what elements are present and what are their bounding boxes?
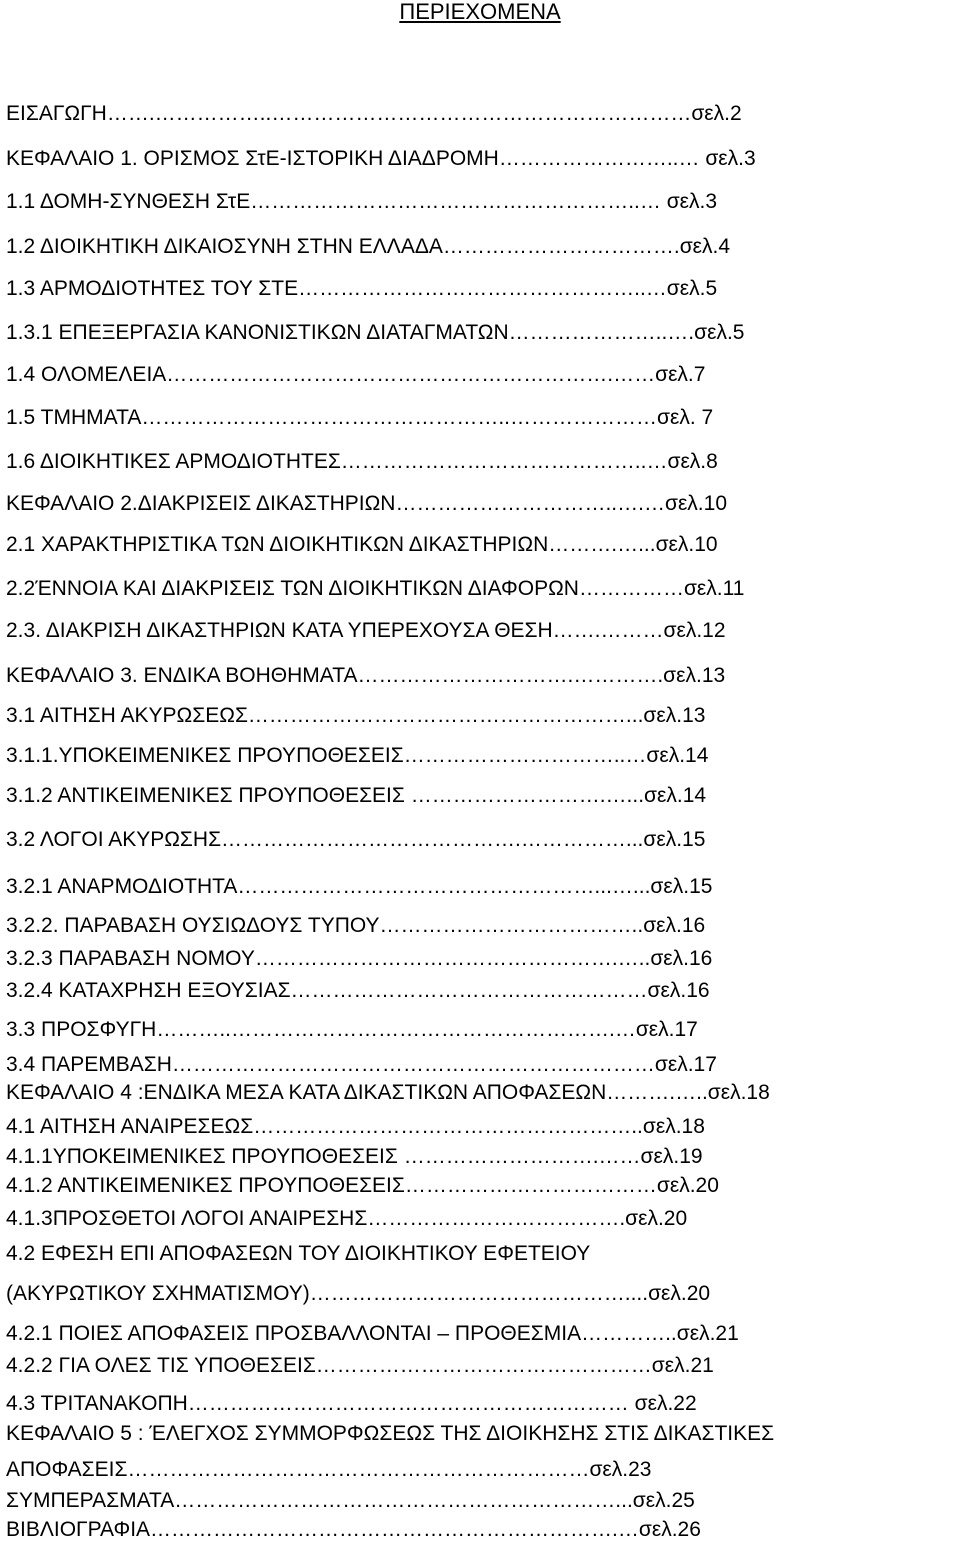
toc-entry: 1.3 ΑΡΜΟΔΙΟΤΗΤΕΣ ΤΟΥ ΣΤΕ…………………………………………..…σελ.5: [6, 277, 718, 300]
toc-entry: 1.3.1 ΕΠΕΞΕΡΓΑΣΙΑ ΚΑΝΟΝΙΣΤΙΚΩΝ ΔΙΑΤΑΓΜΑΤΩΝ…………………..….σελ.5: [6, 321, 745, 344]
toc-entry: 2.2ΈΝΝΟΙΑ ΚΑΙ ΔΙΑΚΡΙΣΕΙΣ ΤΩΝ ΔΙΟΙΚΗΤΙΚΩΝ ΔΙΑΦΟΡΩΝ……………σελ.11: [6, 577, 745, 600]
toc-entry: 2.3. ΔΙΑΚΡΙΣΗ ΔΙΚΑΣΤΗΡΙΩΝ ΚΑΤΑ ΥΠΕΡΕΧΟΥΣΑ ΘΕΣΗ…….………σελ.12: [6, 619, 726, 642]
page-title: ΠΕΡΙΕΧΟΜΕΝΑ: [399, 0, 561, 24]
toc-entry: 1.1 ΔΟΜΗ-ΣΥΝΘΕΣΗ ΣτΕ………………………………………………..… σελ.3: [6, 190, 718, 213]
toc-entry: 1.2 ΔΙΟΙΚΗΤΙΚΗ ΔΙΚΑΙΟΣΥΝΗ ΣΤΗΝ ΕΛΛΑΔΑ…………………………….σελ.4: [6, 235, 731, 258]
toc-entry: ΒΙΒΛΙΟΓΡΑΦΙΑ………………………………………………………….…σελ.26: [6, 1518, 701, 1541]
toc-entry: 3.2.2. ΠΑΡΑΒΑΣΗ ΟΥΣΙΩΔΟΥΣ ΤΥΠΟΥ………………………………..σελ.16: [6, 914, 706, 937]
toc-entry: 3.1.1.ΥΠΟΚΕΙΜΕΝΙΚΕΣ ΠΡΟΥΠΟΘΕΣΕΙΣ…………………………..…σελ.14: [6, 744, 709, 767]
toc-entry: ΚΕΦΑΛΑΙΟ 4 :ΕΝΔΙΚΑ ΜΕΣΑ ΚΑΤΑ ΔΙΚΑΣΤΙΚΩΝ ΑΠΟΦΑΣΕΩΝ……….…..σελ.18: [6, 1081, 770, 1104]
toc-entry: 2.1 ΧΑΡΑΚΤΗΡΙΣΤΙΚΑ ΤΩΝ ΔΙΟΙΚΗΤΙΚΩΝ ΔΙΚΑΣΤΗΡΙΩΝ……….…...σελ.10: [6, 533, 718, 556]
toc-entry: (ΑΚΥΡΩΤΙΚΟΥ ΣΧΗΜΑΤΙΣΜΟΥ)………………………………………....σελ.20: [6, 1282, 711, 1305]
toc-entry: 3.2 ΛΟΓΟΙ ΑΚΥΡΩΣΗΣ…………………………………….……………...σελ.15: [6, 828, 706, 851]
toc-entry: ΕΙΣΑΓΩΓΗ…….……………..……………………………………………………σελ.2: [6, 102, 742, 125]
toc-entry: 3.2.1 ΑΝΑΡΜΟΔΙΟΤΗΤΑ……………………………………………...…...σελ.15: [6, 875, 713, 898]
toc-entry: 3.4 ΠΑΡΕΜΒΑΣΗ……………………………………………………………σελ.17: [6, 1053, 717, 1076]
toc-entry: 1.4 ΟΛΟΜΕΛΕΙΑ……………………………………………………….……σελ.7: [6, 363, 706, 386]
toc-entry: 4.2.2 ΓΙΑ ΟΛΕΣ ΤΙΣ ΥΠΟΘΕΣΕΙΣ…………………………………………σελ.21: [6, 1354, 714, 1377]
toc-entry: 4.1.3ΠΡΟΣΘΕΤΟΙ ΛΟΓΟΙ ΑΝΑΙΡΕΣΗΣ……………………………….σελ.20: [6, 1207, 688, 1230]
toc-entry: 4.2 ΕΦΕΣΗ ΕΠΙ ΑΠΟΦΑΣΕΩΝ ΤΟΥ ΔΙΟΙΚΗΤΙΚΟΥ ΕΦΕΤΕΙΟΥ: [6, 1242, 591, 1265]
toc-entry: 4.1.1ΥΠΟΚΕΙΜΕΝΙΚΕΣ ΠΡΟΥΠΟΘΕΣΕΙΣ ……………………….……σελ.19: [6, 1145, 703, 1168]
toc-entry: 4.1 ΑΙΤΗΣΗ ΑΝΑΙΡΕΣΕΩΣ………………………………………………..σελ.18: [6, 1115, 705, 1138]
toc-entry: 3.1.2 ΑΝΤΙΚΕΙΜΕΝΙΚΕΣ ΠΡΟΥΠΟΘΕΣΕΙΣ ……………………….…...σελ.14: [6, 784, 707, 807]
toc-entry: 1.6 ΔΙΟΙΚΗΤΙΚΕΣ ΑΡΜΟΔΙΟΤΗΤΕΣ……………………………………..…σελ.8: [6, 450, 718, 473]
toc-entry: 1.5 ΤΜΗΜΑΤΑ……………………………………………..…………………σελ. 7: [6, 406, 714, 429]
toc-entry: ΚΕΦΑΛΑΙΟ 3. ΕΝΔΙΚΑ ΒΟΗΘΗΜΑΤΑ………………………….………….σελ.13: [6, 664, 726, 687]
toc-entry: ΚΕΦΑΛΑΙΟ 2.ΔΙΑΚΡΙΣΕΙΣ ΔΙΚΑΣΤΗΡΙΩΝ…………………………..….…σελ.10: [6, 492, 727, 515]
toc-entry: 4.3 ΤΡΙΤΑΝΑΚΟΠΗ……………………………………………………… σελ.22: [6, 1392, 697, 1415]
toc-entry: 3.1 ΑΙΤΗΣΗ ΑΚΥΡΩΣΕΩΣ………………………………………………...σελ.13: [6, 704, 706, 727]
toc-entry: ΚΕΦΑΛΑΙΟ 5 : ΈΛΕΓΧΟΣ ΣΥΜΜΟΡΦΩΣΕΩΣ ΤΗΣ ΔΙΟΙΚΗΣΗΣ ΣΤΙΣ ΔΙΚΑΣΤΙΚΕΣ: [6, 1422, 775, 1445]
toc-entry: 4.2.1 ΠΟΙΕΣ ΑΠΟΦΑΣΕΙΣ ΠΡΟΣΒΑΛΛΟΝΤΑΙ – ΠΡΟΘΕΣΜΙΑ…………..σελ.21: [6, 1322, 739, 1345]
toc-entry: ΣΥΜΠΕΡΑΣΜΑΤΑ………………………………………………………...σελ.25: [6, 1489, 695, 1512]
toc-entry: 4.1.2 ΑΝΤΙΚΕΙΜΕΝΙΚΕΣ ΠΡΟΥΠΟΘΕΣΕΙΣ………………………………σελ.20: [6, 1174, 719, 1197]
toc-entry: 3.2.4 ΚΑΤΑΧΡΗΣΗ ΕΞΟΥΣΙΑΣ……………………………………………σελ.16: [6, 979, 710, 1002]
toc-entry: 3.3 ΠΡΟΣΦΥΓΗ………..……………………………………………….…σελ.17: [6, 1018, 698, 1041]
toc-entry: 3.2.3 ΠΑΡΑΒΑΣΗ ΝΟΜΟΥ…………………………………………….…..σελ.16: [6, 947, 713, 970]
toc-entry: ΚΕΦΑΛΑΙΟ 1. ΟΡΙΣΜΟΣ ΣτΕ-ΙΣΤΟΡΙΚΗ ΔΙΑΔΡΟΜΗ……………………..… σελ.3: [6, 147, 756, 170]
toc-entry: ΑΠΟΦΑΣΕΙΣ…………………………………………………………σελ.23: [6, 1458, 652, 1481]
